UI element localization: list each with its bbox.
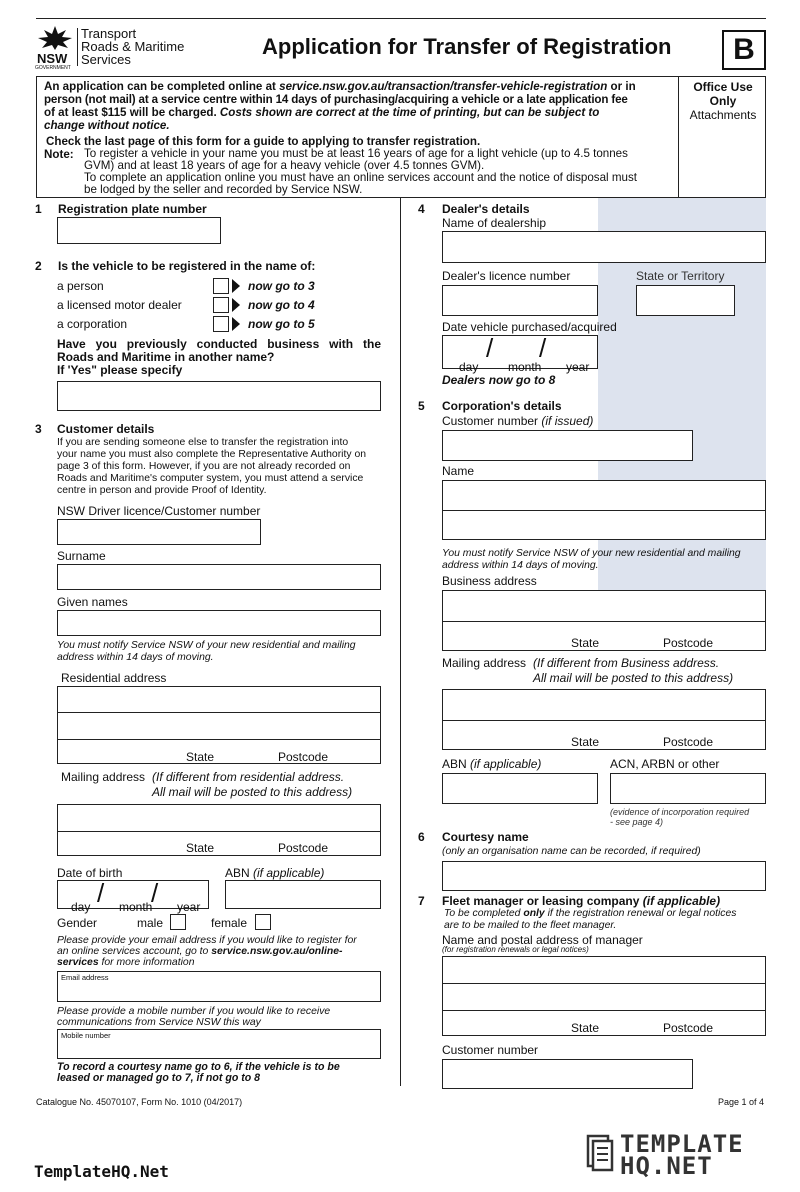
customer-number-label: Customer number [442,414,542,428]
agency-line-1: Transport [81,26,137,41]
corp-mailing-label: Mailing address [442,656,527,670]
dealer-licence-label: Dealer's licence number [442,269,571,283]
question-line-1: Have you previously conducted business with the [57,337,381,351]
corp-mailing-note-2: All mail will be posted to this address) [533,671,734,685]
res-line-1 [57,712,381,713]
page-number: Page 1 of 4 [718,1097,765,1107]
intro-line-3: page 3 of this form. However, if you are not already recorded on [57,461,351,472]
dob-slash-2: / [151,878,159,908]
abn-note: (if applicable) [253,866,325,880]
corp-abn-note: (if applicable) [470,757,542,771]
previous-name-input[interactable] [57,381,381,411]
business-postcode-label: Postcode [663,636,714,650]
mobile-note-line-1: Please provide a mobile number if you would like to receive [57,1006,331,1017]
notify-line-1: You must notify Service NSW of your new residential and mailing [57,640,356,651]
intro-p1-b: or in [607,80,636,93]
courtesy-instructions [57,1062,340,1084]
intro-line-5: centre in person and provide Proof of Identity. [57,485,267,496]
note-line-4: be lodged by the seller and recorded by Service NSW. [84,183,363,196]
fleet-customer-number-input[interactable] [442,1059,693,1089]
section-3-title: Customer details [57,422,155,436]
email-note-line-3b: for more information [98,957,195,968]
date-day-label: day [459,360,479,374]
top-rule [36,18,766,19]
evidence-line-2: - see page 4) [610,817,664,827]
notify-note [57,640,356,664]
site-watermark: TemplateHQ.Net [34,1162,169,1181]
acn-label: ACN, ARBN or other [610,757,720,771]
registration-plate-input[interactable] [57,217,221,244]
business-line [442,621,766,622]
brand-line-2: HQ.NET [620,1152,713,1180]
logo-divider [77,28,78,66]
intro-p1-line3-a: of at least $115 will be charged. [44,106,220,119]
email-note [57,935,381,968]
fleet-note-only: only [523,908,545,919]
section-7-number: 7 [418,894,425,908]
state-territory-input[interactable] [636,285,735,316]
intro-p1-a: An application can be completed online at [44,80,280,93]
fleet-note-line-2: are to be mailed to the fleet manager. [444,920,617,931]
evidence-line-1: (evidence of incorporation required [610,807,750,817]
mailing-note-1: (If different from residential address. [152,770,345,784]
online-services-link[interactable]: service.nsw.gov.au/online- [211,946,343,957]
corp-name-label: Name [442,464,475,478]
courtesy-name-input[interactable] [442,861,766,891]
form-letter-badge: B [722,30,766,70]
section-6-title: Courtesy name [442,830,529,844]
mail-state-label: State [186,841,215,855]
manager-address-input[interactable] [442,956,766,1036]
arrow-right-icon [232,298,240,312]
corp-notify-note [442,548,741,572]
intro-check: Check the last page of this form for a guide to applying to transfer registration. [46,135,481,148]
residential-address-input[interactable] [57,686,381,764]
section-3-number: 3 [35,422,42,436]
surname-label: Surname [57,549,106,563]
dealers-go-to-8: Dealers now go to 8 [442,373,556,387]
dob-slash-1: / [97,878,105,908]
note-line-2: GVM) and at least 18 years of age for a heavy vehicle (over 4.5 tonnes GVM). [84,159,485,172]
female-label: female [211,916,248,930]
fleet-note-c: if the registration renewal or legal notices [544,908,737,919]
male-checkbox[interactable] [170,914,186,930]
option-corporation-label: a corporation [57,317,128,331]
office-use-label-1: Office Use [693,80,753,94]
section-5-number: 5 [418,399,425,413]
arrow-right-icon [232,279,240,293]
fleet-customer-number-label: Customer number [442,1043,539,1057]
section-7-title: Fleet manager or leasing company [442,894,643,908]
intro-p1-line2: person (not mail) at a service centre within 14 days of purchasing/acquiring a vehicle or a late application fee [44,93,628,106]
surname-input[interactable] [57,564,381,590]
mailing-address-label: Mailing address [61,770,146,784]
corp-customer-number-input[interactable] [442,430,693,461]
note-text [84,148,637,196]
corp-abn-input[interactable] [442,773,598,804]
business-state-label: State [571,636,600,650]
section-1-title: Registration plate number [58,202,207,216]
abn-input[interactable] [225,880,381,909]
intro-p1-line4: change without notice. [44,119,170,132]
licence-input[interactable] [57,519,261,545]
note-label: Note: [44,148,74,161]
abn-label: ABN [225,866,254,880]
section-1-number: 1 [35,202,42,216]
question-line-3: If 'Yes" please specify [57,363,183,377]
mail-postcode-label: Postcode [278,841,329,855]
mail-line-1 [57,831,381,832]
date-year-label: year [566,360,590,374]
mailing-address-input[interactable] [57,804,381,856]
agency-line-2: Roads & Maritime [81,39,185,54]
corporation-checkbox[interactable] [213,316,229,332]
dealer-checkbox[interactable] [213,297,229,313]
male-label: male [137,916,164,930]
gender-label: Gender [57,916,98,930]
office-divider [678,76,679,198]
female-checkbox[interactable] [255,914,271,930]
attachments-label: Attachments [689,108,757,122]
customer-details-intro [57,437,366,497]
email-note-line-1: Please provide your email address if you would like to register for [57,935,357,946]
email-label: Email address [61,973,109,982]
arrow-right-icon [232,317,240,331]
res-line-2 [57,739,381,740]
res-state-label: State [186,750,215,764]
dob-month-label: month [119,900,153,914]
section-2-title: Is the vehicle to be registered in the name of: [58,259,316,273]
brand-line-1: TEMPLATE [620,1130,744,1158]
manager-note: (for registration renewals or legal notices) [442,945,589,954]
dob-year-label: year [177,900,201,914]
nsw-logo [34,24,76,71]
manager-line-1 [442,983,766,984]
email-note-line-2a: an online services account, go to [57,946,212,957]
service-link[interactable]: service.nsw.gov.au/transaction/transfer-vehicle-registration [279,80,608,93]
section-4-number: 4 [418,202,425,216]
dob-label: Date of birth [57,866,123,880]
date-slash-1: / [486,333,494,363]
column-divider [400,198,401,1086]
note-line-3: To complete an application online you must have an online services account and the notice of disposal must [84,171,637,184]
evidence-note [610,807,749,827]
catalogue-number: Catalogue No. 45070107, Form No. 1010 (04/2017) [36,1097,243,1107]
manager-line-2 [442,1010,766,1011]
question-line-2: Roads and Maritime in another name? [57,350,275,364]
date-slash-2: / [539,333,547,363]
fleet-note [444,908,736,932]
state-territory-label: State or Territory [636,269,725,283]
business-address-label: Business address [442,574,537,588]
corp-mail-postcode-label: Postcode [663,735,714,749]
page-title: Application for Transfer of Registration [262,34,672,59]
given-names-label: Given names [57,595,128,609]
res-postcode-label: Postcode [278,750,329,764]
logo-government-text: GOVERNMENT [35,65,71,71]
section-4-title: Dealer's details [442,202,530,216]
mobile-note [57,1006,330,1028]
corp-notify-line-2: address within 14 days of moving. [442,560,599,571]
notify-line-2: address within 14 days of moving. [57,652,214,663]
residential-address-label: Residential address [61,671,167,685]
section-6-number: 6 [418,830,425,844]
brand-logo-text [620,1130,744,1180]
manager-label: Name and postal address of manager [442,933,643,947]
customer-number-note: (if issued) [541,414,594,428]
go-to-3-text: now go to 3 [248,279,315,293]
section-7-title-note: (if applicable) [642,894,721,908]
person-checkbox[interactable] [213,278,229,294]
date-month-label: month [508,360,542,374]
go-to-4-text: now go to 4 [248,298,315,312]
final-line-2: leased or managed go to 7, if not go to 8 [57,1072,261,1084]
office-use-label-2: Only [709,94,737,108]
mobile-label: Mobile number [61,1031,111,1040]
mobile-note-line-2: communications from Service NSW this way [57,1017,261,1028]
date-purchased-label: Date vehicle purchased/acquired [442,320,617,334]
intro-line-1: If you are sending someone else to transfer the registration into [57,437,349,448]
online-services-link-end[interactable]: services [57,957,99,968]
dealership-label: Name of dealership [442,216,547,230]
office-use-panel [680,80,766,122]
corp-abn-label: ABN [442,757,471,771]
option-dealer-label: a licensed motor dealer [57,298,182,312]
intro-line-4: Roads and Maritime's computer system, you must attend a service [57,473,364,484]
intro-line-2: your name you must also complete the Representative Authority on [57,449,366,460]
intro-text [44,80,672,148]
dob-day-label: day [71,900,91,914]
corp-mail-state-label: State [571,735,600,749]
section-2-number: 2 [35,259,42,273]
corp-notify-line-1: You must notify Service NSW of your new residential and mailing [442,548,741,559]
go-to-5-text: now go to 5 [248,317,315,331]
licence-label: NSW Driver licence/Customer number [57,504,261,518]
acn-input[interactable] [610,773,766,804]
corp-name-line [442,510,766,511]
mailing-note-2: All mail will be posted to this address) [152,785,353,799]
note-line-1: To register a vehicle in your name you must be at least 16 years of age for a light vehicle (up to 4.5 tonnes [84,147,628,160]
corp-mailing-note-1: (If different from Business address. [533,656,720,670]
option-person-label: a person [57,279,104,293]
given-names-input[interactable] [57,610,381,636]
logo-nsw-text: NSW [37,51,68,66]
dealership-input[interactable] [442,231,766,263]
fleet-note-a: To be completed [444,908,524,919]
intro-p1-line3-b: Costs shown are correct at the time of printing, but can be subject to [219,106,600,119]
manager-state-label: State [571,1021,600,1035]
agency-line-3: Services [81,52,131,67]
courtesy-note: (only an organisation name can be recorded, if required) [442,846,701,857]
previous-business-question [57,338,381,377]
agency-name [81,27,184,66]
final-line-1: To record a courtesy name go to 6, if the vehicle is to be [57,1061,340,1073]
section-5-title: Corporation's details [442,399,562,413]
corp-mailing-line [442,720,766,721]
dealer-licence-input[interactable] [442,285,598,316]
document-icon [586,1134,614,1172]
manager-postcode-label: Postcode [663,1021,714,1035]
